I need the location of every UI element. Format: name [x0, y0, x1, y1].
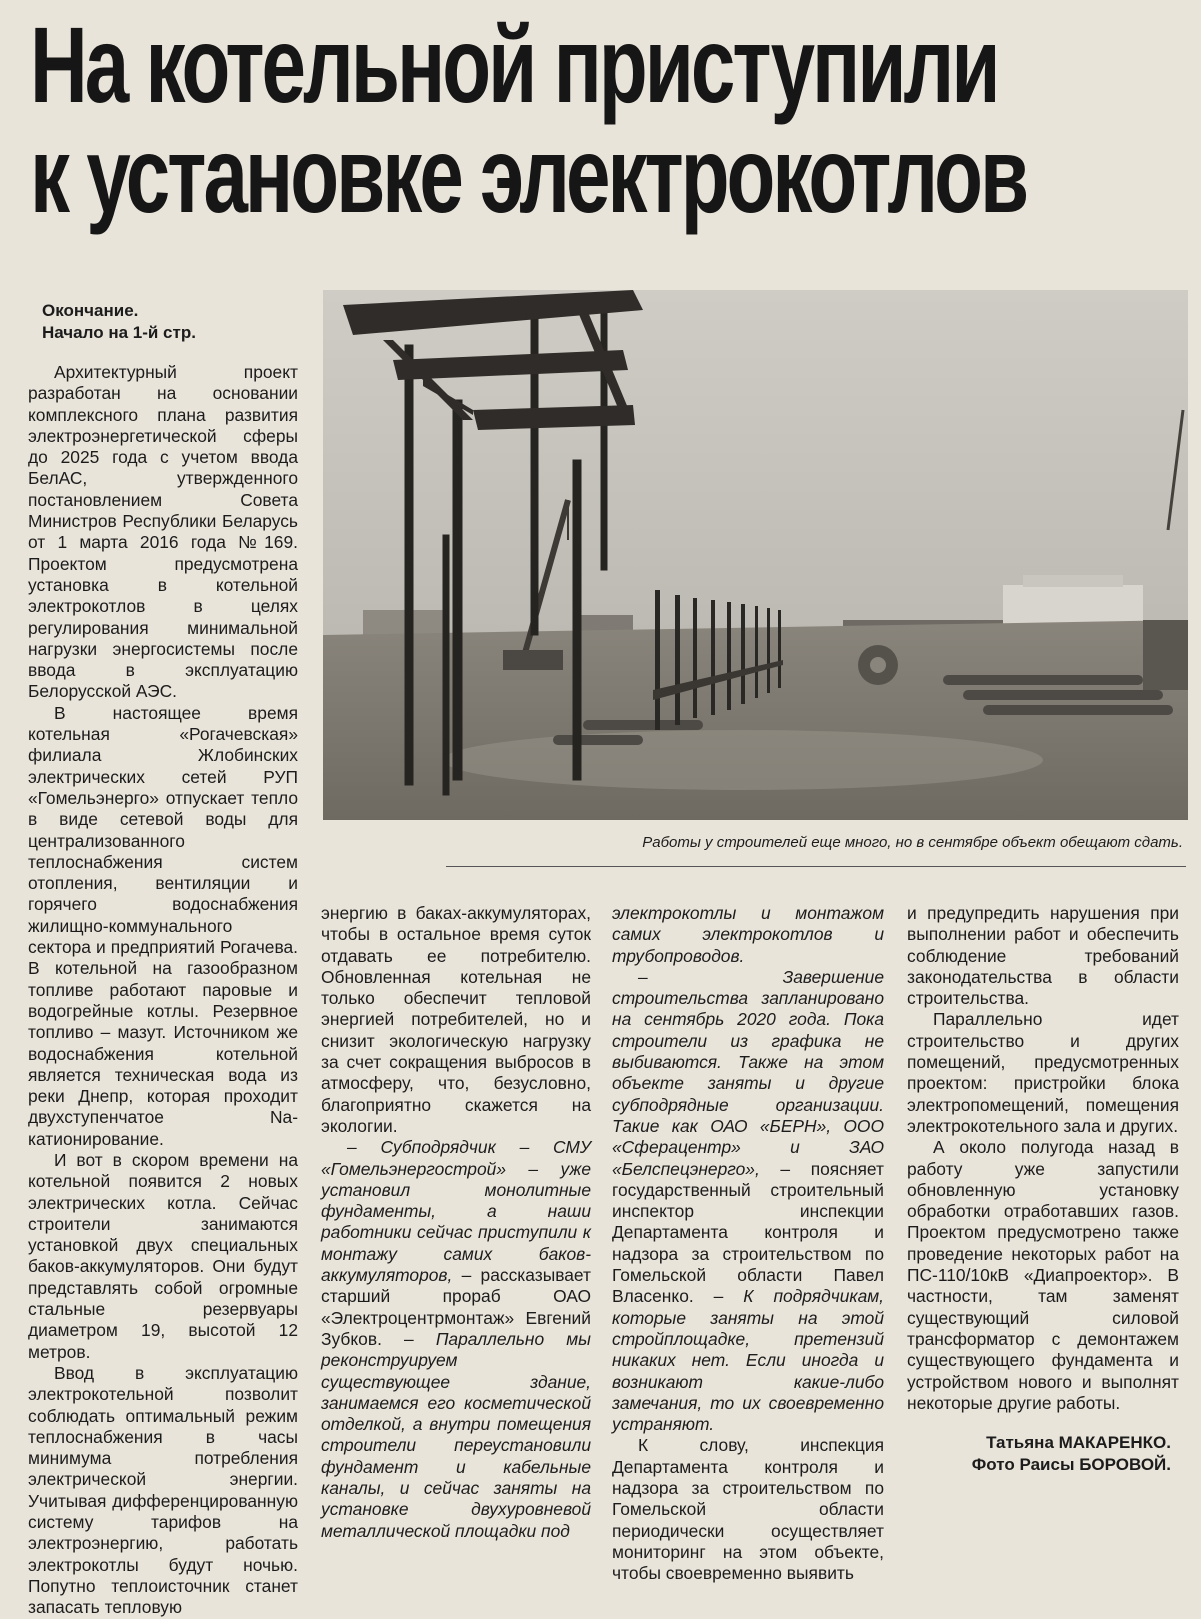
- continuation-note: Окончание.: [42, 301, 139, 320]
- quote-italic: – Завершение строительства запланировано на сентябрь 2020 года. Пока строители из графика не выбиваются. Также на этом объекте заняты и другие субподрядные организации. Такие как ОАО «БЕРН», ООО «Сферацентр» и ЗАО «Белспецэнерго»,: [612, 966, 884, 1179]
- paragraph: В настоящее время котельная «Рогачевская» филиала Жлобинских электрических сетей РУП «Гомельэнерго» отпускает тепло в виде сетевой воды для централизованного теплоснабжения систем отопления, вентиляции и горячего водоснабжения жилищно-коммунального сектора и предприятий Рогачева. В котельной на газообразном топливе работают паровые и водогрейные котлы. Резервное топливо – мазут. Источником же водоснабжения котельной является техническая вода из реки Днепр, которая проходит двухступенчатое Na-катионирование.: [28, 702, 298, 1149]
- paragraph-quote: [321, 1137, 591, 1542]
- paragraph: электрокотлы и монтажом самих электрокотлов и трубопроводов.: [612, 903, 884, 966]
- byline: [972, 1432, 1171, 1476]
- photo-illustration: [323, 290, 1188, 820]
- column-2: [321, 903, 591, 1542]
- paragraph: Ввод в эксплуатацию электрокотельной позволит соблюдать оптимальный режим теплоснабжения в часы минимума потребления электрической энергии. Учитывая дифференцированную систему тарифов на электроэнергию, работать электрокотлы будут ночью. Попутно теплоисточник станет запасать тепловую: [28, 1362, 298, 1618]
- paragraph: А около полугода назад в работу уже запустили обновленную установку обработки отработавших газов. Проектом предусмотрено также проведение некоторых работ на ПС-110/10кВ «Диапроектор». В частности, там заменят существующий силовой трансформатор с демонтажем существующего фундамента и устройством нового и выполнят некоторые другие работы.: [907, 1137, 1179, 1413]
- column-3: [612, 903, 884, 1585]
- quote-italic: Параллельно мы реконструируем существующее здание, занимаемся его косметической отделкой, а внутри помещения строители переустановили фундамент и кабельные каналы, и сейчас заняты на установке двухуровневой металлической площадки под: [321, 1328, 591, 1541]
- quote-attribution: – рассказывает старший прораб ОАО «Электроцентрмонтаж» Евгений Зубков. –: [321, 1265, 591, 1349]
- quote-italic: К подрядчикам, которые заняты на этой стройплощадке, претензий никаких нет. Если иногда и возникают какие-либо замечания, то их своевременно устраняют.: [612, 1286, 884, 1435]
- construction-photo: [323, 290, 1188, 820]
- headline: [30, 4, 1027, 235]
- column-1: [28, 300, 298, 1619]
- paragraph: и предупредить нарушения при выполнении работ и обеспечить соблюдение требований законодательства в области строительства.: [907, 903, 1179, 1009]
- author-name: Татьяна МАКАРЕНКО.: [986, 1433, 1171, 1452]
- paragraph: И вот в скором времени на котельной появится 2 новых электрических котла. Сейчас строители занимаются установкой двух специальных баков-аккумуляторов. Они будут представлять собой огромные стальные резервуары диаметром 19, высотой 12 метров.: [28, 1149, 298, 1362]
- paragraph: Параллельно идет строительство и других помещений, предусмотренных проектом: пристройки блока электропомещений, помещения электрокотельного зала и других.: [907, 1009, 1179, 1136]
- paragraph: энергию в баках-аккумуляторах, чтобы в остальное время суток отдавать ее потребителю. Обновленная котельная не только обеспечит тепловой энергией потребителей, но и снизит экологическую нагрузку за счет сокращения выбросов в атмосферу, что, безусловно, благоприятно скажется на экологии.: [321, 903, 591, 1136]
- column-4: [907, 903, 1179, 1414]
- quote-italic: – Субподрядчик – СМУ «Гомельэнергострой» – уже установил монолитные фундаменты, а наши работники сейчас приступили к монтажу самих баков-аккумуляторов,: [321, 1137, 591, 1286]
- continuation-note-page: Начало на 1-й стр.: [42, 323, 196, 342]
- quote-attribution: – поясняет государственный строительный инспектор инспекции Департамента контроля и надзора за строительством по Гомельской области Павел Власенко. –: [612, 1158, 884, 1307]
- photo-caption: Работы у строителей еще много, но в сентябре объект обещают сдать.: [642, 834, 1183, 851]
- photo-credit: Фото Раисы БОРОВОЙ.: [971, 1455, 1171, 1474]
- paragraph: Архитектурный проект разработан на основании комплексного плана развития электроэнергетической сферы до 2025 года с учетом ввода БелАС, утвержденного постановлением Совета Министров Республики Беларусь от 1 марта 2016 года №169. Проектом предусмотрена установка в котельной электрокотлов в целях регулирования минимальной нагрузки энергосистемы после ввода в эксплуатацию Белорусской АЭС.: [28, 362, 298, 702]
- headline-line-1: На котельной приступили: [30, 4, 998, 125]
- paragraph-quote: [612, 967, 884, 1436]
- paragraph: К слову, инспекция Департамента контроля и надзора за строительством по Гомельской области периодически осуществляет мониторинг на этом объекте, чтобы своевременно выявить: [612, 1435, 884, 1584]
- headline-line-2: к установке электрокотлов: [30, 114, 1027, 235]
- divider: [446, 866, 1186, 867]
